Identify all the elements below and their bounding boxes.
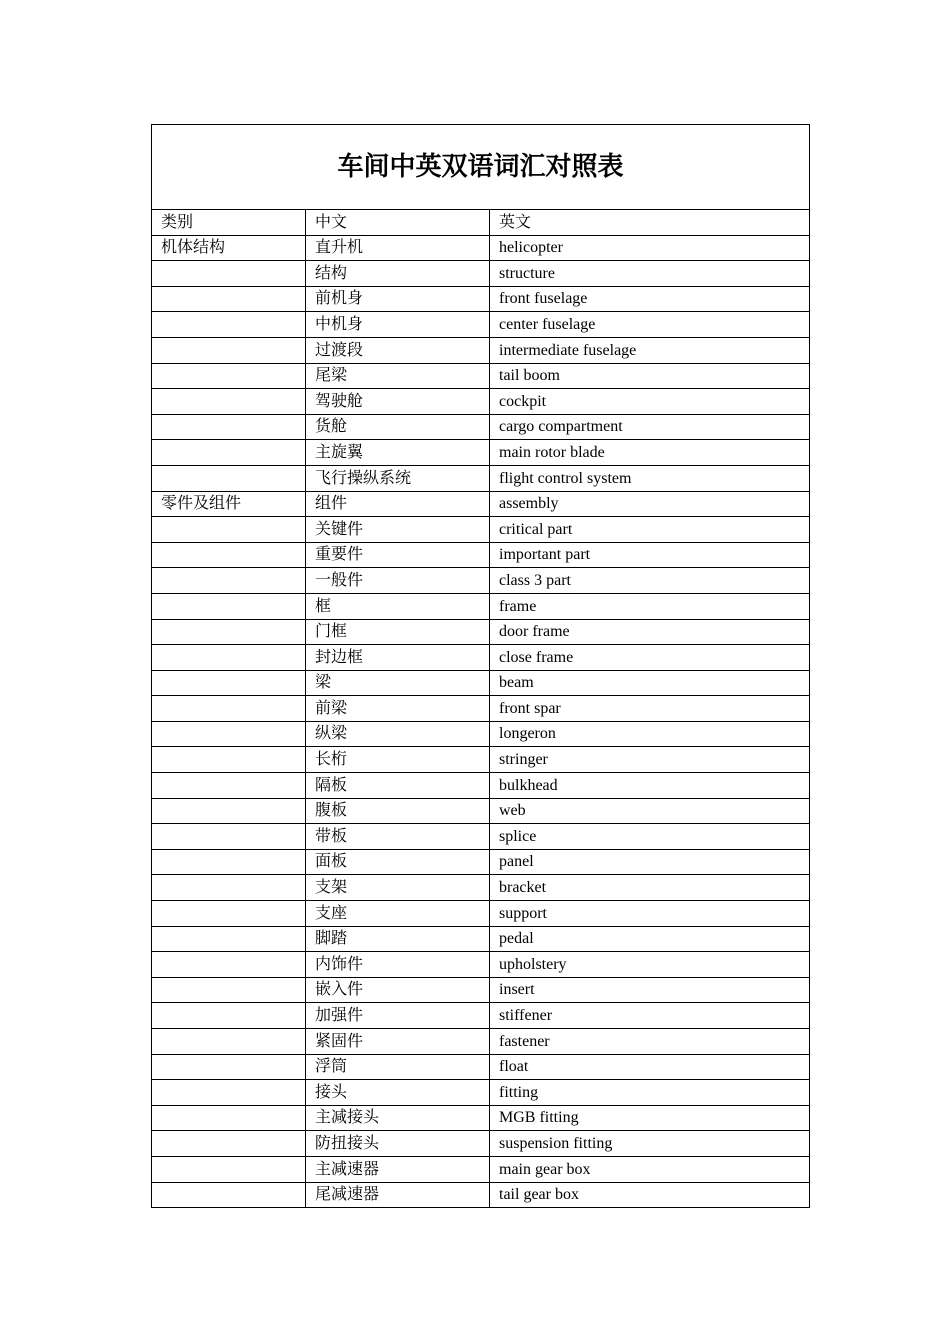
table-row — [152, 1156, 810, 1182]
english-term-cell: critical part — [490, 517, 810, 543]
chinese-term-cell: 嵌入件 — [306, 977, 490, 1003]
english-term-cell: front spar — [490, 696, 810, 722]
category-cell — [152, 1182, 306, 1208]
english-term-cell: frame — [490, 593, 810, 619]
chinese-term-cell: 面板 — [306, 849, 490, 875]
english-term-cell: pedal — [490, 926, 810, 952]
category-cell — [152, 1080, 306, 1106]
category-cell — [152, 286, 306, 312]
english-term-cell: fastener — [490, 1029, 810, 1055]
header-english: 英文 — [490, 210, 810, 236]
category-cell — [152, 517, 306, 543]
chinese-term-cell: 长桁 — [306, 747, 490, 773]
table-row — [152, 977, 810, 1003]
chinese-term-cell: 加强件 — [306, 1003, 490, 1029]
chinese-term-cell: 直升机 — [306, 235, 490, 261]
chinese-term-cell: 飞行操纵系统 — [306, 465, 490, 491]
english-term-cell: main rotor blade — [490, 440, 810, 466]
table-row — [152, 926, 810, 952]
english-term-cell: center fuselage — [490, 312, 810, 338]
english-term-cell: door frame — [490, 619, 810, 645]
table-row — [152, 542, 810, 568]
table-row — [152, 465, 810, 491]
chinese-term-cell: 门框 — [306, 619, 490, 645]
category-cell — [152, 977, 306, 1003]
table-row — [152, 619, 810, 645]
chinese-term-cell: 一般件 — [306, 568, 490, 594]
chinese-term-cell: 组件 — [306, 491, 490, 517]
table-row — [152, 645, 810, 671]
category-cell — [152, 1105, 306, 1131]
table-row — [152, 747, 810, 773]
chinese-term-cell: 关键件 — [306, 517, 490, 543]
category-cell: 零件及组件 — [152, 491, 306, 517]
english-term-cell: tail gear box — [490, 1182, 810, 1208]
table-row — [152, 824, 810, 850]
category-cell — [152, 1003, 306, 1029]
english-term-cell: main gear box — [490, 1156, 810, 1182]
category-cell — [152, 1131, 306, 1157]
vocabulary-table — [151, 124, 810, 1208]
english-term-cell: front fuselage — [490, 286, 810, 312]
english-term-cell: insert — [490, 977, 810, 1003]
category-cell — [152, 1029, 306, 1055]
table-row — [152, 389, 810, 415]
english-term-cell: beam — [490, 670, 810, 696]
category-cell — [152, 798, 306, 824]
english-term-cell: tail boom — [490, 363, 810, 389]
category-cell — [152, 414, 306, 440]
category-cell — [152, 721, 306, 747]
table-row — [152, 1131, 810, 1157]
chinese-term-cell: 浮筒 — [306, 1054, 490, 1080]
chinese-term-cell: 过渡段 — [306, 337, 490, 363]
chinese-term-cell: 主减速器 — [306, 1156, 490, 1182]
category-cell — [152, 875, 306, 901]
table-row — [152, 1182, 810, 1208]
chinese-term-cell: 接头 — [306, 1080, 490, 1106]
table-row — [152, 312, 810, 338]
category-cell — [152, 670, 306, 696]
english-term-cell: suspension fitting — [490, 1131, 810, 1157]
header-category: 类别 — [152, 210, 306, 236]
header-chinese: 中文 — [306, 210, 490, 236]
english-term-cell: cargo compartment — [490, 414, 810, 440]
chinese-term-cell: 重要件 — [306, 542, 490, 568]
chinese-term-cell: 主减接头 — [306, 1105, 490, 1131]
english-term-cell: stringer — [490, 747, 810, 773]
chinese-term-cell: 框 — [306, 593, 490, 619]
chinese-term-cell: 防扭接头 — [306, 1131, 490, 1157]
category-cell — [152, 824, 306, 850]
english-term-cell: longeron — [490, 721, 810, 747]
table-row — [152, 696, 810, 722]
category-cell — [152, 952, 306, 978]
english-term-cell: cockpit — [490, 389, 810, 415]
chinese-term-cell: 货舱 — [306, 414, 490, 440]
category-cell — [152, 1156, 306, 1182]
table-row — [152, 491, 810, 517]
table-row — [152, 773, 810, 799]
category-cell: 机体结构 — [152, 235, 306, 261]
table-row — [152, 798, 810, 824]
english-term-cell: bracket — [490, 875, 810, 901]
chinese-term-cell: 前梁 — [306, 696, 490, 722]
english-term-cell: assembly — [490, 491, 810, 517]
chinese-term-cell: 结构 — [306, 261, 490, 287]
category-cell — [152, 926, 306, 952]
table-row — [152, 1054, 810, 1080]
table-row — [152, 1029, 810, 1055]
chinese-term-cell: 支座 — [306, 901, 490, 927]
chinese-term-cell: 紧固件 — [306, 1029, 490, 1055]
english-term-cell: flight control system — [490, 465, 810, 491]
table-row — [152, 261, 810, 287]
category-cell — [152, 773, 306, 799]
category-cell — [152, 568, 306, 594]
category-cell — [152, 261, 306, 287]
english-term-cell: stiffener — [490, 1003, 810, 1029]
document-title: 车间中英双语词汇对照表 — [152, 125, 810, 210]
category-cell — [152, 593, 306, 619]
table-row — [152, 235, 810, 261]
english-term-cell: important part — [490, 542, 810, 568]
english-term-cell: bulkhead — [490, 773, 810, 799]
table-row — [152, 1105, 810, 1131]
table-row — [152, 568, 810, 594]
table-row — [152, 901, 810, 927]
english-term-cell: close frame — [490, 645, 810, 671]
chinese-term-cell: 内饰件 — [306, 952, 490, 978]
english-term-cell: fitting — [490, 1080, 810, 1106]
english-term-cell: upholstery — [490, 952, 810, 978]
category-cell — [152, 849, 306, 875]
table-row — [152, 286, 810, 312]
category-cell — [152, 312, 306, 338]
title-row — [152, 125, 810, 210]
header-row — [152, 210, 810, 236]
chinese-term-cell: 中机身 — [306, 312, 490, 338]
table-row — [152, 414, 810, 440]
category-cell — [152, 747, 306, 773]
chinese-term-cell: 纵梁 — [306, 721, 490, 747]
english-term-cell: splice — [490, 824, 810, 850]
table-row — [152, 670, 810, 696]
chinese-term-cell: 腹板 — [306, 798, 490, 824]
category-cell — [152, 440, 306, 466]
chinese-term-cell: 封边框 — [306, 645, 490, 671]
english-term-cell: support — [490, 901, 810, 927]
table-row — [152, 593, 810, 619]
english-term-cell: structure — [490, 261, 810, 287]
table-row — [152, 440, 810, 466]
category-cell — [152, 542, 306, 568]
category-cell — [152, 1054, 306, 1080]
english-term-cell: MGB fitting — [490, 1105, 810, 1131]
english-term-cell: web — [490, 798, 810, 824]
table-body — [152, 235, 810, 1208]
chinese-term-cell: 尾梁 — [306, 363, 490, 389]
category-cell — [152, 389, 306, 415]
chinese-term-cell: 前机身 — [306, 286, 490, 312]
chinese-term-cell: 支架 — [306, 875, 490, 901]
table-row — [152, 952, 810, 978]
category-cell — [152, 363, 306, 389]
chinese-term-cell: 脚踏 — [306, 926, 490, 952]
table-row — [152, 875, 810, 901]
table-row — [152, 337, 810, 363]
chinese-term-cell: 尾减速器 — [306, 1182, 490, 1208]
table-row — [152, 517, 810, 543]
english-term-cell: helicopter — [490, 235, 810, 261]
category-cell — [152, 465, 306, 491]
table-row — [152, 849, 810, 875]
category-cell — [152, 645, 306, 671]
chinese-term-cell: 梁 — [306, 670, 490, 696]
chinese-term-cell: 驾驶舱 — [306, 389, 490, 415]
category-cell — [152, 337, 306, 363]
english-term-cell: panel — [490, 849, 810, 875]
category-cell — [152, 619, 306, 645]
chinese-term-cell: 带板 — [306, 824, 490, 850]
english-term-cell: intermediate fuselage — [490, 337, 810, 363]
table-row — [152, 721, 810, 747]
category-cell — [152, 901, 306, 927]
english-term-cell: class 3 part — [490, 568, 810, 594]
english-term-cell: float — [490, 1054, 810, 1080]
table-row — [152, 1080, 810, 1106]
chinese-term-cell: 主旋翼 — [306, 440, 490, 466]
table-row — [152, 363, 810, 389]
chinese-term-cell: 隔板 — [306, 773, 490, 799]
table-row — [152, 1003, 810, 1029]
category-cell — [152, 696, 306, 722]
